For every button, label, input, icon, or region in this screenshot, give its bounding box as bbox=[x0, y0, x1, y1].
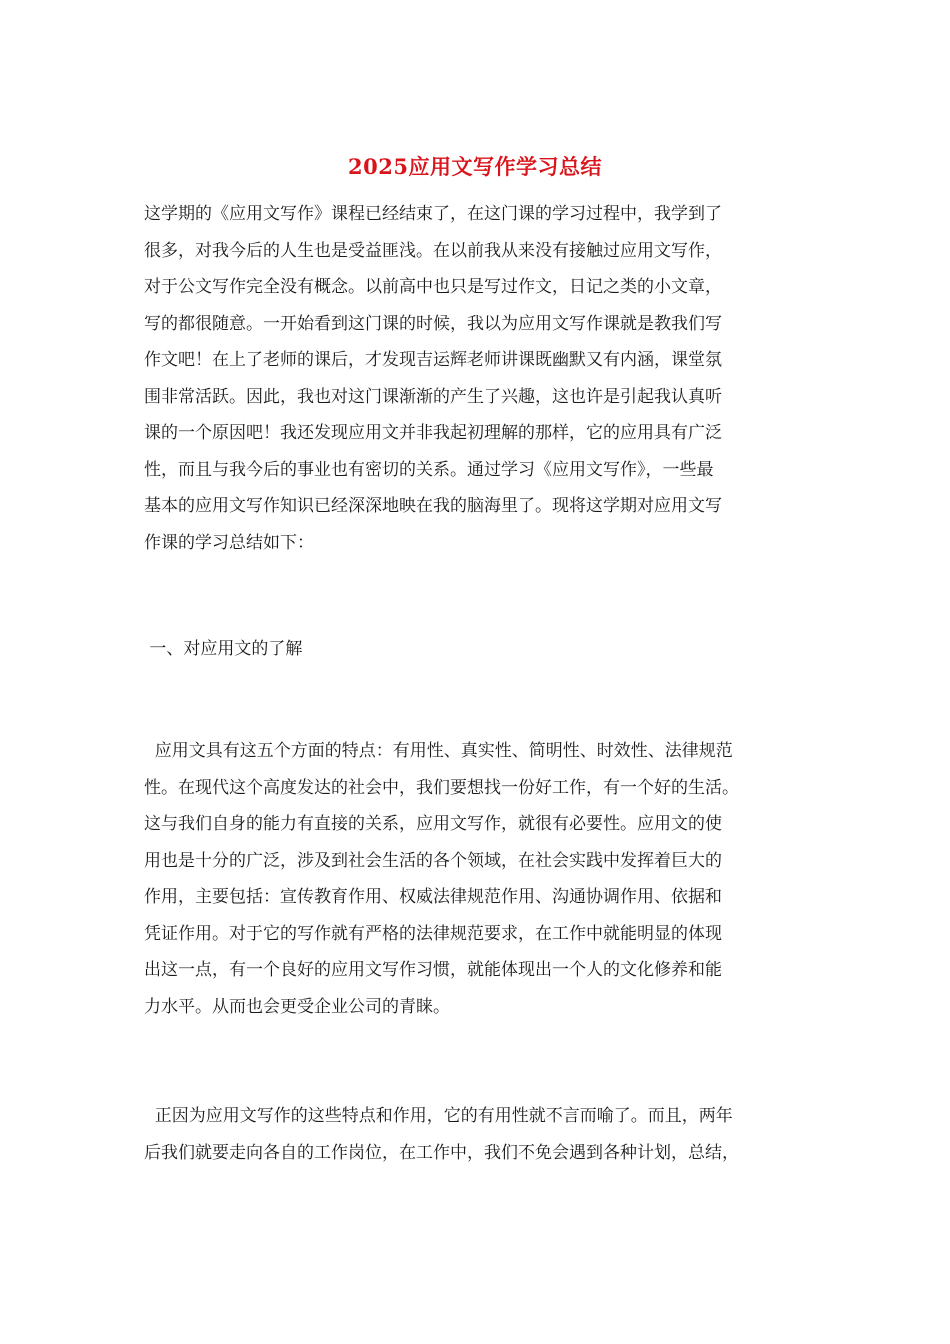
text-line: 性。在现代这个高度发达的社会中，我们要想找一份好工作，有一个好的生活。 bbox=[144, 777, 739, 798]
paragraph-usefulness bbox=[144, 1098, 814, 1171]
paragraph-intro bbox=[144, 196, 814, 561]
text-line: 作用，主要包括：宣传教育作用、权威法律规范作用、沟通协调作用、依据和 bbox=[144, 887, 722, 907]
text-line: 这学期的《应用文写作》课程已经结束了，在这门课的学习过程中，我学到了 bbox=[144, 204, 722, 224]
text-line: 很多，对我今后的人生也是受益匪浅。在以前我从来没有接触过应用文写作， bbox=[144, 240, 722, 261]
text-line: 课的一个原因吧！我还发现应用文并非我起初理解的那样，它的应用具有广泛 bbox=[144, 423, 722, 443]
text-line: 力水平。从而也会更受企业公司的青睐。 bbox=[144, 996, 450, 1017]
paragraph-features bbox=[144, 733, 814, 1025]
text-line: 写的都很随意。一开始看到这门课的时候，我以为应用文写作课就是教我们写 bbox=[144, 313, 722, 334]
text-line: 应用文具有这五个方面的特点：有用性、真实性、简明性、时效性、法律规范 bbox=[144, 741, 733, 761]
text-line: 作课的学习总结如下： bbox=[144, 532, 314, 553]
document-title: 2025应用文写作学习总结 bbox=[348, 154, 602, 179]
text-line: 这与我们自身的能力有直接的关系，应用文写作，就很有必要性。应用文的使 bbox=[144, 814, 722, 834]
text-line: 围非常活跃。因此，我也对这门课渐渐的产生了兴趣，这也许是引起我认真听 bbox=[144, 386, 722, 407]
text-line: 正因为应用文写作的这些特点和作用，它的有用性就不言而喻了。而且，两年 bbox=[144, 1106, 733, 1126]
text-line: 凭证作用。对于它的写作就有严格的法律规范要求，在工作中就能明显的体现 bbox=[144, 923, 722, 944]
text-line: 对于公文写作完全没有概念。以前高中也只是写过作文，日记之类的小文章， bbox=[144, 277, 722, 297]
text-line: 性，而且与我今后的事业也有密切的关系。通过学习《应用文写作》，一些最 bbox=[144, 459, 714, 480]
text-line: 基本的应用文写作知识已经深深地映在我的脑海里了。现将这学期对应用文写 bbox=[144, 496, 722, 516]
text-line: 后我们就要走向各自的工作岗位，在工作中，我们不免会遇到各种计划，总结， bbox=[144, 1142, 739, 1163]
text-line: 出这一点，有一个良好的应用文写作习惯，就能体现出一个人的文化修养和能 bbox=[144, 960, 722, 980]
text-line: 用也是十分的广泛，涉及到社会生活的各个领域，在社会实践中发挥着巨大的 bbox=[144, 850, 722, 871]
text-line: 作文吧！在上了老师的课后，才发现吉运辉老师讲课既幽默又有内涵，课堂氛 bbox=[144, 350, 722, 370]
section-heading: 一、对应用文的了解 bbox=[144, 639, 303, 659]
